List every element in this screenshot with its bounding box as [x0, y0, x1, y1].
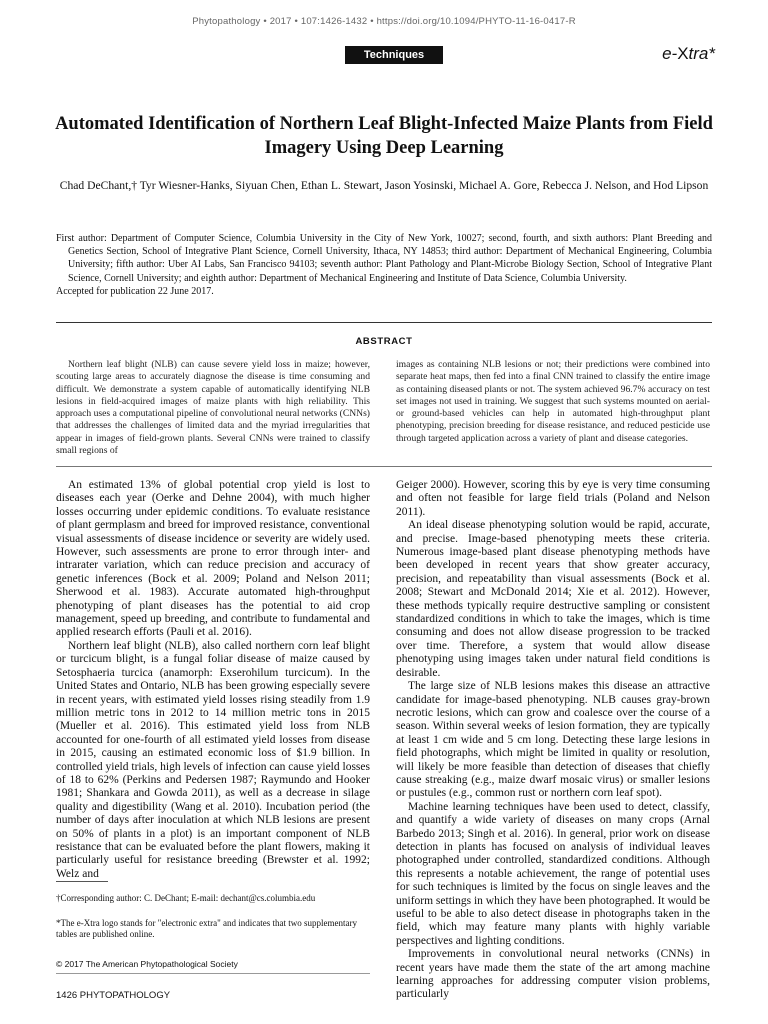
body-left-column — [56, 479, 370, 881]
abstract-heading: ABSTRACT — [355, 336, 413, 347]
journal-citation-line: Phytopathology • 2017 • 107:1426-1432 • https://doi.org/10.1094/PHYTO-11-16-0417-R — [192, 16, 576, 27]
logo-x: X — [677, 44, 689, 63]
logo-e: e- — [662, 44, 678, 63]
body-paragraph: Northern leaf blight (NLB), also called northern corn leaf blight or turcicum blight, is a fungal foliar disease of maize caused by Setosphaeria turcica (anamorph: Exserohilum turcicum). In the United States and Ontario, NLB has been growing especially severe in recent years, with estimated yield losses rising steadily from 1.9 million metric tons in 2012 to 14 million metric tons in 2015 (Mueller et al. 2016). This estimated yield loss from NLB accounted for one-fourth of all estimated yield losses from disease in 2015, causing an estimated economic loss of $1.9 billion. In controlled yield trials, high levels of infection can cause yield losses of 18 to 62% (Perkins and Pedersen 1987; Raymundo and Hooker 1981; Shankara and Gowda 2011), as well as a decrease in silage quality and digestibility (Wang et al. 2010). Incubation period (the number of days after inoculation at which NLB lesions are present on 50% of plants in a plot) is an important component of NLB resistance that can be evaluated before the plant flowers, making it particularly useful for resistance breeding (Brewster et al. 1992; Welz and — [56, 639, 370, 880]
corresponding-author-footnote: †Corresponding author: C. DeChant; E-mail: dechant@cs.columbia.edu — [56, 893, 316, 903]
body-paragraph: An ideal disease phenotyping solution would be rapid, accurate, and precise. Image-based phenotyping meets these criteria. Numerous image-based plant disease phenotyping methods have been developed in recent years that show greater accuracy, precision, and repeatability than visual assessments (Bock et al. 2008; Stewart and McDonald 2014; Xie et al. 2012). However, these methods typically require destructive sampling or consistent standardized conditions in which to take the images, which is time consuming and does not allow disease progression to be tracked over time. Therefore, a system that would allow disease phenotyping using images taken under natural field conditions is desirable. — [396, 519, 710, 679]
abstract-divider — [56, 466, 712, 467]
extra-footnote: *The e-Xtra logo stands for "electronic extra" and indicates that two supplementary tables are published online. — [56, 918, 357, 939]
accepted-date: Accepted for publication 22 June 2017. — [56, 285, 214, 297]
body-paragraph: The large size of NLB lesions makes this disease an attractive candidate for image-based phenotyping. NLB causes gray-brown necrotic lesions, which can grow and coalesce over the course of a season. Within several weeks of lesion formation, they are typically at least 1 cm wide and 5 cm long. Detecting these large lesions in field photographs, which might be limited in quality or resolution, will likely be more feasible than detection of diseases that chiefly cause streaking (e.g., maize dwarf mosaic virus) or smaller lesions or pustules (e.g., common rust or northern corn leaf spot). — [396, 680, 710, 800]
article-title: Automated Identification of Northern Leaf Blight-Infected Maize Plants from Field Imagery Using Deep Learning — [55, 114, 713, 158]
affiliations-block — [56, 232, 712, 298]
abstract-left-column: Northern leaf blight (NLB) can cause severe yield loss in maize; however, scouting large areas to accurately diagnose the disease is time consuming and difficult. We demonstrate a system capable of automatically identifying NLB lesions in field-acquired images of maize plants with high reliability. This approach uses a computational pipeline of convolutional neural networks (CNNs) that addresses the challenges of limited data and the myriad irregularities that appear in images of field-grown plants. Several CNNs were trained to classify small regions of — [56, 359, 370, 457]
abstract-right-column: images as containing NLB lesions or not; their predictions were combined into separate heat maps, then fed into a final CNN trained to classify the entire image as containing diseased plants or not. The system achieved 96.7% accuracy on test set images not used in training. We suggest that such systems mounted on aerial- or ground-based vehicles can help in automated high-throughput plant phenotyping, precision breeding for disease resistance, and reduced pesticide use through targeted application across a variety of plant and disease categories. — [396, 359, 710, 444]
section-tab-techniques: Techniques — [345, 46, 443, 64]
footer-divider — [56, 973, 370, 974]
footnote-rule — [56, 881, 108, 882]
page-number-footer: 1426 PHYTOPATHOLOGY — [56, 990, 171, 1001]
header-divider — [56, 322, 712, 323]
body-paragraph: Geiger 2000). However, scoring this by eye is very time consuming and often not feasible for large field trials (Poland and Nelson 2011). — [396, 479, 710, 518]
body-paragraph: Machine learning techniques have been used to detect, classify, and quantify a wide variety of diseases on many crops (Arnal Barbedo 2013; Singh et al. 2016). In general, prior work on disease detection in plants has focused on analysis of individual leaves photographed under controlled, standardized conditions. Although this represents a notable achievement, the range of potential uses for such techniques is limited by the focus on single leaves and the uniform settings in which they have been photographed. It would be useful to be able to also detect disease in photographs taken in the field, which may feature many plants with highly variable perspectives and lighting conditions. — [396, 800, 710, 947]
copyright-notice: © 2017 The American Phytopathological Society — [56, 959, 238, 969]
affiliations: First author: Department of Computer Science, Columbia University in the City of New York, 10027; second, fourth, and sixth authors: Plant Breeding and Genetics Section, School of Integrative Plant Science, Cornell University, Ithaca, NY 14853; third author: Department of Mechanical Engineering, Columbia University; fifth author: Uber AI Labs, San Francisco 94103; seventh author: Plant Pathology and Plant-Microbe Biology Section, School of Integrative Plant Science, Cornell University; and eighth author: Department of Mechanical Engineering and Institute of Data Science, Columbia University. — [56, 233, 712, 284]
body-paragraph: An estimated 13% of global potential crop yield is lost to diseases each year (Oerke and Dehne 2004), with much higher losses occurring under epidemic conditions. To evaluate resistance of plant germplasm and breed for improved resistance, conventional visual assessments of disease incidence or severity are widely used. However, such assessments are prone to error through inter- and intrarater variation, which can reduce precision and accuracy of genetic inferences (Bock et al. 2009; Poland and Nelson 2011; Sherwood et al. 1983). Accurate automated high-throughput phenotyping of plant diseases has the potential to aid crop management, speed up breeding, and contribute to fundamental and applied research efforts (Pauli et al. 2016). — [56, 479, 370, 639]
logo-tra: tra* — [688, 44, 715, 63]
e-xtra-logo — [662, 44, 715, 64]
author-list: Chad DeChant,† Tyr Wiesner-Hanks, Siyuan Chen, Ethan L. Stewart, Jason Yosinski, Michael A. Gore, Rebecca J. Nelson, and Hod Lipson — [59, 179, 709, 192]
body-paragraph: Improvements in convolutional neural networks (CNNs) in recent years have made them the state of the art among machine learning approaches for addressing computer vision problems, particularly — [396, 948, 710, 1001]
body-right-column — [396, 479, 710, 1002]
